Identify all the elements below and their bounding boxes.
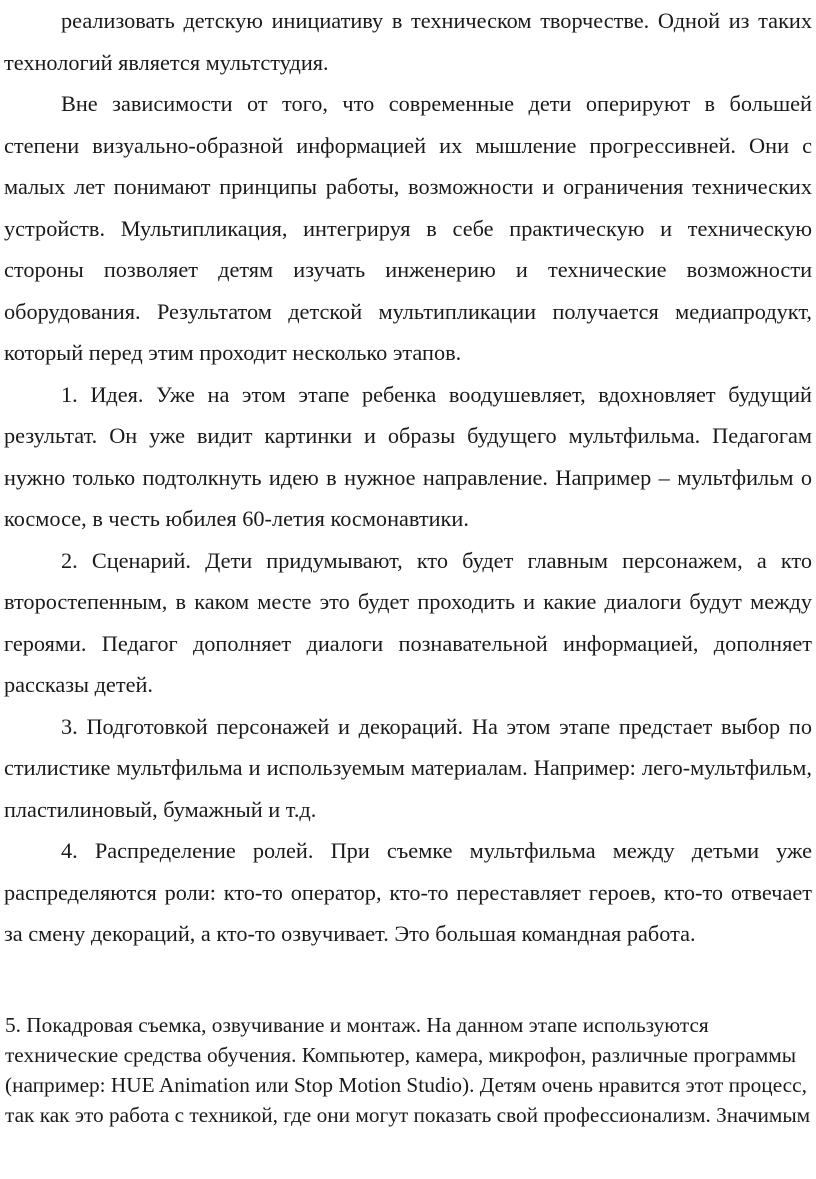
- paragraph-intro: Вне зависимости от того, что современные дети оперируют в большей степени визуально-образной информацией их мышление прогрессивней. Они с малых лет понимают принципы работы, возможности и ограничения технических устройств. Мультипликация, интегрируя в себе практическую и техническую стороны позволяет детям изучать инженерию и технические возможности оборудования. Результатом детской мультипликации получается медиапродукт, который перед этим проходит несколько этапов.: [4, 91, 812, 365]
- paragraph-continuation: реализовать детскую инициативу в техническом творчестве. Одной из таких технологий является мультстудия.: [4, 8, 812, 75]
- paragraph-step-4-roles: 4. Распределение ролей. При съемке мультфильма между детьми уже распределяются роли: кто-то оператор, кто-то переставляет героев, кто-то отвечает за смену декораций, а кто-то озвучивает. Это большая командная работа.: [4, 838, 812, 946]
- paragraph-step-2-scenario: 2. Сценарий. Дети придумывают, кто будет главным персонажем, а кто второстепенным, в каком месте это будет проходить и какие диалоги будут между героями. Педагог дополняет диалоги познавательной информацией, дополняет рассказы детей.: [4, 547, 812, 697]
- paragraph-step-1-idea: 1. Идея. Уже на этом этапе ребенка воодушевляет, вдохновляет будущий результат. Он уже видит картинки и образы будущего мультфильма. Педагогам нужно только подтолкнуть идею в нужное направление. Например – мультфильм о космосе, в честь юбилея 60-летия космонавтики.: [4, 381, 812, 531]
- paragraph-step-3-preparation: 3. Подготовкой персонажей и декораций. На этом этапе предстает выбор по стилистике мультфильма и используемым материалам. Например: лего-мультфильм, пластилиновый, бумажный и т.д.: [4, 713, 812, 822]
- final-text-block: [0, 1010, 816, 1130]
- paragraph-step-5-shooting: 5. Покадровая съемка, озвучивание и монтаж. На данном этапе используются технические средства обучения. Компьютер, камера, микрофон, различные программы (например: HUE Animation или Stop Motion Studio). Детям очень нравится этот процесс, так как это работа с техникой, где они могут показать свой профессионализм. Значимым: [5, 1013, 811, 1127]
